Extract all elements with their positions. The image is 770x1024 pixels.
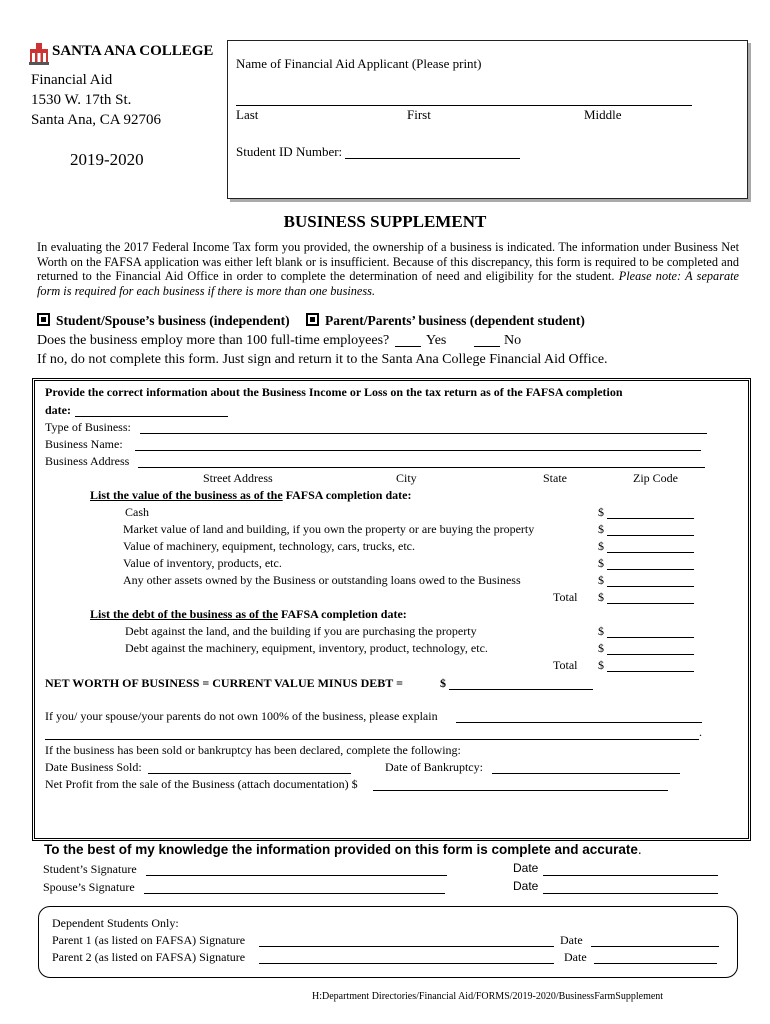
business-intro: Provide the correct information about the Business Income or Loss on the tax return as of the FAFSA completion [45, 385, 623, 399]
currency-sign: $ [598, 539, 604, 553]
student-date-label: Date [513, 861, 539, 875]
spouse-signature-label: Spouse’s Signature [43, 880, 135, 894]
asset-other-label: Any other assets owned by the Business or outstanding loans owed to the Business [123, 573, 521, 587]
debt-heading-rest: FAFSA completion date: [281, 607, 407, 621]
debt-machinery-amount-field[interactable] [607, 654, 694, 655]
type-of-business-label: Type of Business: [45, 420, 131, 434]
parent1-date-field[interactable] [591, 946, 719, 947]
dependent-label: Parent/Parents’ business (dependent student) [325, 313, 585, 328]
independent-option[interactable] [37, 313, 290, 329]
business-name-field[interactable] [135, 450, 701, 451]
checkbox-icon[interactable] [306, 313, 319, 326]
date-sold-label: Date Business Sold: [45, 760, 142, 774]
student-id-field[interactable] [345, 158, 520, 159]
date-sold-field[interactable] [148, 773, 351, 774]
ownership-question: If you/ your spouse/your parents do not own 100% of the business, please explain [45, 709, 438, 723]
ownership-explain-field-2[interactable] [45, 739, 699, 740]
debt-total-field[interactable] [607, 671, 694, 672]
debt-heading [90, 607, 407, 622]
asset-land-label: Market value of land and building, if you own the property or are buying the property [123, 522, 535, 536]
business-info-box [32, 378, 751, 841]
business-address-label: Business Address [45, 454, 130, 468]
page-title: BUSINESS SUPPLEMENT [283, 212, 487, 231]
city-label: City [396, 471, 417, 485]
assets-total-label: Total [553, 590, 578, 604]
completion-date-field[interactable] [75, 416, 228, 417]
footer-path: H:Department Directories/Financial Aid/FORMS/2019-2020/BusinessFarmSupplement [312, 991, 664, 1002]
student-signature-field[interactable] [146, 875, 447, 876]
college-building-icon [29, 41, 49, 65]
parent2-signature-field[interactable] [259, 963, 554, 964]
spouse-date-label: Date [513, 879, 539, 893]
ownership-period: . [699, 725, 702, 739]
completion-date-label: date: [45, 403, 71, 417]
middle-name-label: Middle [584, 107, 622, 122]
currency-sign: $ [440, 676, 446, 690]
street-address: 1530 W. 17th St. [31, 92, 132, 108]
spouse-signature-field[interactable] [144, 893, 445, 894]
value-heading [90, 488, 411, 503]
student-date-field[interactable] [543, 875, 718, 876]
currency-sign: $ [598, 590, 604, 604]
asset-inventory-label: Value of inventory, products, etc. [123, 556, 282, 570]
last-name-label: Last [236, 107, 259, 122]
currency-sign: $ [598, 624, 604, 638]
asset-machinery-label: Value of machinery, equipment, technology, cars, trucks, etc. [123, 539, 416, 553]
sold-intro: If the business has been sold or bankruptcy has been declared, complete the following: [45, 743, 461, 757]
type-of-business-field[interactable] [140, 433, 707, 434]
currency-sign: $ [598, 658, 604, 672]
value-heading-underlined: List the value of the business as of the [90, 488, 283, 502]
street-address-label: Street Address [203, 471, 273, 485]
applicant-box [227, 40, 748, 199]
debt-total-label: Total [553, 658, 578, 672]
bankruptcy-date-field[interactable] [492, 773, 680, 774]
parent1-date-label: Date [560, 933, 583, 947]
net-worth-label: NET WORTH OF BUSINESS = CURRENT VALUE MINUS DEBT = [45, 676, 403, 690]
dept-name: Financial Aid [31, 72, 113, 88]
business-address-field[interactable] [138, 467, 705, 468]
no-label: No [504, 333, 522, 348]
net-profit-field[interactable] [373, 790, 668, 791]
debt-machinery-label: Debt against the machinery, equipment, inventory, product, technology, etc. [125, 641, 488, 655]
dependent-heading: Dependent Students Only: [52, 916, 179, 930]
other-assets-amount-field[interactable] [607, 586, 694, 587]
award-year: 2019-2020 [70, 150, 144, 169]
bankruptcy-date-label: Date of Bankruptcy: [385, 760, 483, 774]
debt-heading-underlined: List the debt of the business as of the [90, 607, 279, 621]
college-name: SANTA ANA COLLEGE [52, 43, 214, 59]
net-worth-field[interactable] [449, 689, 593, 690]
instruction-text: If no, do not complete this form. Just sign and return it to the Santa Ana College Financial Aid Office. [37, 352, 608, 367]
zip-code-label: Zip Code [633, 471, 678, 485]
parent2-signature-label: Parent 2 (as listed on FAFSA) Signature [52, 950, 246, 964]
certification-period: . [637, 842, 642, 857]
first-name-label: First [407, 107, 431, 122]
net-profit-label: Net Profit from the sale of the Business (attach documentation) $ [45, 777, 358, 791]
spouse-date-field[interactable] [543, 893, 718, 894]
debt-land-label: Debt against the land, and the building if you are purchasing the property [125, 624, 477, 638]
student-id-label: Student ID Number: [236, 144, 343, 159]
ownership-explain-field[interactable] [456, 722, 702, 723]
cash-amount-field[interactable] [607, 518, 694, 519]
applicant-name-label: Name of Financial Aid Applicant (Please print) [236, 56, 482, 71]
parent1-signature-label: Parent 1 (as listed on FAFSA) Signature [52, 933, 246, 947]
currency-sign: $ [598, 522, 604, 536]
yes-field[interactable] [395, 346, 421, 347]
parent2-date-field[interactable] [594, 963, 717, 964]
assets-total-field[interactable] [607, 603, 694, 604]
business-name-label: Business Name: [45, 437, 123, 451]
currency-sign: $ [598, 505, 604, 519]
dependent-box [38, 906, 738, 978]
intro-text: In evaluating the 2017 Federal Income Tax form you provided, the ownership of a business is indicated. The information under Business Net Worth on the FAFSA application was either left blank or is insufficient. Because of this discrepancy, this form is required to be completed and returned to the Financial Aid Office in order to complete the determination of need and eligibility for the student. [37, 240, 739, 284]
certification-text: To the best of my knowledge the information provided on this form is complete and accurate [44, 842, 638, 857]
city-address: Santa Ana, CA 92706 [31, 112, 161, 128]
land-amount-field[interactable] [607, 535, 694, 536]
intro-paragraph [37, 240, 739, 298]
machinery-amount-field[interactable] [607, 552, 694, 553]
value-heading-rest: FAFSA completion date: [285, 488, 412, 502]
currency-sign: $ [598, 556, 604, 570]
state-label: State [543, 471, 567, 485]
currency-sign: $ [598, 573, 604, 587]
parent2-date-label: Date [564, 950, 587, 964]
debt-land-amount-field[interactable] [607, 637, 694, 638]
student-signature-label: Student’s Signature [43, 862, 137, 876]
no-field[interactable] [474, 346, 500, 347]
currency-sign: $ [598, 641, 604, 655]
dependent-option[interactable] [306, 313, 585, 329]
intro-note: Please note: A separate form is required for each business if there is more than one business. [37, 269, 740, 298]
employees-question: Does the business employ more than 100 full-time employees? [37, 333, 390, 348]
parent1-signature-field[interactable] [259, 946, 554, 947]
applicant-name-field[interactable] [236, 105, 692, 106]
checkbox-icon[interactable] [37, 313, 50, 326]
yes-label: Yes [426, 333, 447, 348]
certification-statement [44, 842, 642, 857]
asset-cash-label: Cash [125, 505, 149, 519]
inventory-amount-field[interactable] [607, 569, 694, 570]
independent-label: Student/Spouse’s business (independent) [56, 313, 290, 328]
